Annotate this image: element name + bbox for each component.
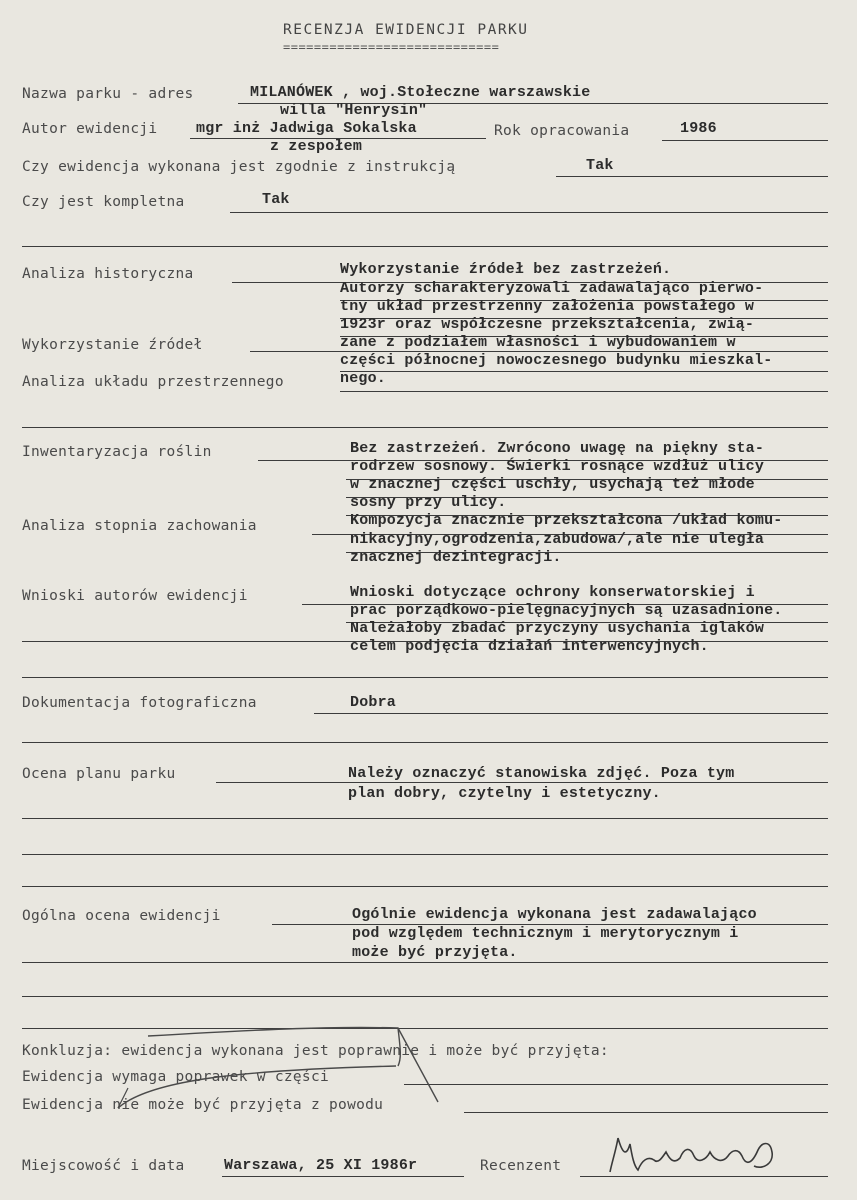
photo-label: Dokumentacja fotograficzna bbox=[22, 695, 257, 711]
reviewer-label: Recenzent bbox=[480, 1158, 562, 1174]
plants-text-5: Kompozycja znacznie przekształcona /układ komu- bbox=[350, 512, 783, 529]
historical-text-5: zane z podziałem własności i wybudowaniem w bbox=[340, 334, 736, 351]
complete-line bbox=[230, 212, 828, 213]
plants-text-4: sosny przy ulicy. bbox=[350, 494, 507, 511]
rule bbox=[22, 1028, 828, 1029]
author-value-2: z zespołem bbox=[270, 138, 363, 155]
author-label: Autor ewidencji bbox=[22, 121, 158, 137]
conclusion-accepted: Konkluzja: ewidencja wykonana jest poprawnie i może być przyjęta: bbox=[22, 1043, 609, 1059]
rule bbox=[22, 886, 828, 887]
conclusions-label: Wnioski autorów ewidencji bbox=[22, 588, 248, 604]
historical-text-6: części północnej nowoczesnego budynku mieszkal- bbox=[340, 352, 773, 369]
instruction-value: Tak bbox=[586, 157, 614, 174]
overall-text-1: Ogólnie ewidencja wykonana jest zadawalająco bbox=[352, 906, 757, 923]
rejected-line bbox=[464, 1112, 828, 1113]
conclusion-needs-fixes: Ewidencja wymaga poprawek w części bbox=[22, 1069, 330, 1085]
layout-label: Analiza układu przestrzennego bbox=[22, 374, 284, 390]
plants-text-6: nikacyjny,ogrodzenia,zabudowa/,ale nie uległa bbox=[350, 531, 765, 548]
historical-text-7: nego. bbox=[340, 370, 387, 387]
overall-text-3: może być przyjęta. bbox=[352, 944, 518, 961]
plants-label: Inwentaryzacja roślin bbox=[22, 444, 212, 460]
title-underline: ============================ bbox=[283, 40, 500, 54]
blank-line-2 bbox=[22, 427, 828, 428]
historical-text-4: 1923r oraz współczesne przekształcenia, zwią- bbox=[340, 316, 755, 333]
park-name-label: Nazwa parku - adres bbox=[22, 86, 194, 102]
complete-label: Czy jest kompletna bbox=[22, 194, 185, 210]
plan-text-2: plan dobry, czytelny i estetyczny. bbox=[348, 785, 661, 802]
rule bbox=[22, 996, 828, 997]
rule bbox=[340, 371, 828, 372]
preservation-label: Analiza stopnia zachowania bbox=[22, 518, 257, 534]
historical-label: Analiza historyczna bbox=[22, 266, 194, 282]
historical-text-1: Wykorzystanie źródeł bez zastrzeżeń. bbox=[340, 261, 672, 278]
needs-fixes-line bbox=[404, 1084, 828, 1085]
instruction-label: Czy ewidencja wykonana jest zgodnie z instrukcją bbox=[22, 159, 456, 175]
place-date-value: Warszawa, 25 XI 1986r bbox=[224, 1157, 418, 1174]
author-value: mgr inż Jadwiga Sokalska bbox=[196, 120, 417, 137]
reviewer-signature bbox=[582, 1130, 782, 1180]
historical-text-3: tny układ przestrzenny założenia powstałego w bbox=[340, 298, 755, 315]
blank-line-1 bbox=[22, 246, 828, 247]
conclusions-text-2: prac porządkowo-pielęgnacyjnych są uzasadnione. bbox=[350, 602, 783, 619]
plan-text-1: Należy oznaczyć stanowiska zdjęć. Poza tym bbox=[348, 765, 735, 782]
overall-label: Ogólna ocena ewidencji bbox=[22, 908, 221, 924]
sources-label: Wykorzystanie źródeł bbox=[22, 337, 203, 353]
rule bbox=[22, 962, 828, 963]
instruction-line bbox=[556, 176, 828, 177]
rule bbox=[22, 742, 828, 743]
conclusion-rejected: Ewidencja nie może być przyjęta z powodu bbox=[22, 1097, 384, 1113]
document-title: RECENZJA EWIDENCJI PARKU bbox=[283, 22, 529, 38]
plants-text-7: znacznej dezintegracji. bbox=[350, 549, 562, 566]
layout-line bbox=[340, 391, 828, 392]
park-name-value: MILANÓWEK , woj.Stołeczne warszawskie bbox=[250, 84, 591, 101]
conclusions-text-3: Należałoby zbadać przyczyny usychania iglaków bbox=[350, 620, 765, 637]
photo-value: Dobra bbox=[350, 694, 397, 711]
complete-value: Tak bbox=[262, 191, 290, 208]
conclusions-text-1: Wnioski dotyczące ochrony konserwatorskiej i bbox=[350, 584, 755, 601]
overall-text-2: pod względem technicznym i merytorycznym i bbox=[352, 925, 739, 942]
plants-text-1: Bez zastrzeżeń. Zwrócono uwagę na piękny sta- bbox=[350, 440, 765, 457]
year-value: 1986 bbox=[680, 120, 717, 137]
historical-text-2: Autorzy scharakteryzowali zadawalająco pierwo- bbox=[340, 280, 764, 297]
year-label: Rok opracowania bbox=[494, 123, 630, 139]
place-date-label: Miejscowość i data bbox=[22, 1158, 185, 1174]
conclusions-text-4: celem podjęcia działań interwencyjnych. bbox=[350, 638, 709, 655]
plan-label: Ocena planu parku bbox=[22, 766, 176, 782]
plants-text-3: w znacznej części uschły, usychają też młode bbox=[350, 476, 755, 493]
plants-text-2: rodrzew sosnowy. Świerki rosnące wzdłuż ulicy bbox=[350, 458, 765, 475]
rule bbox=[22, 677, 828, 678]
rule bbox=[22, 854, 828, 855]
place-date-line bbox=[222, 1176, 464, 1177]
year-line bbox=[662, 140, 828, 141]
plan-line bbox=[216, 782, 828, 783]
park-name-value-2: willa "Henrysin" bbox=[280, 102, 428, 119]
rule bbox=[22, 818, 828, 819]
photo-line bbox=[314, 713, 828, 714]
